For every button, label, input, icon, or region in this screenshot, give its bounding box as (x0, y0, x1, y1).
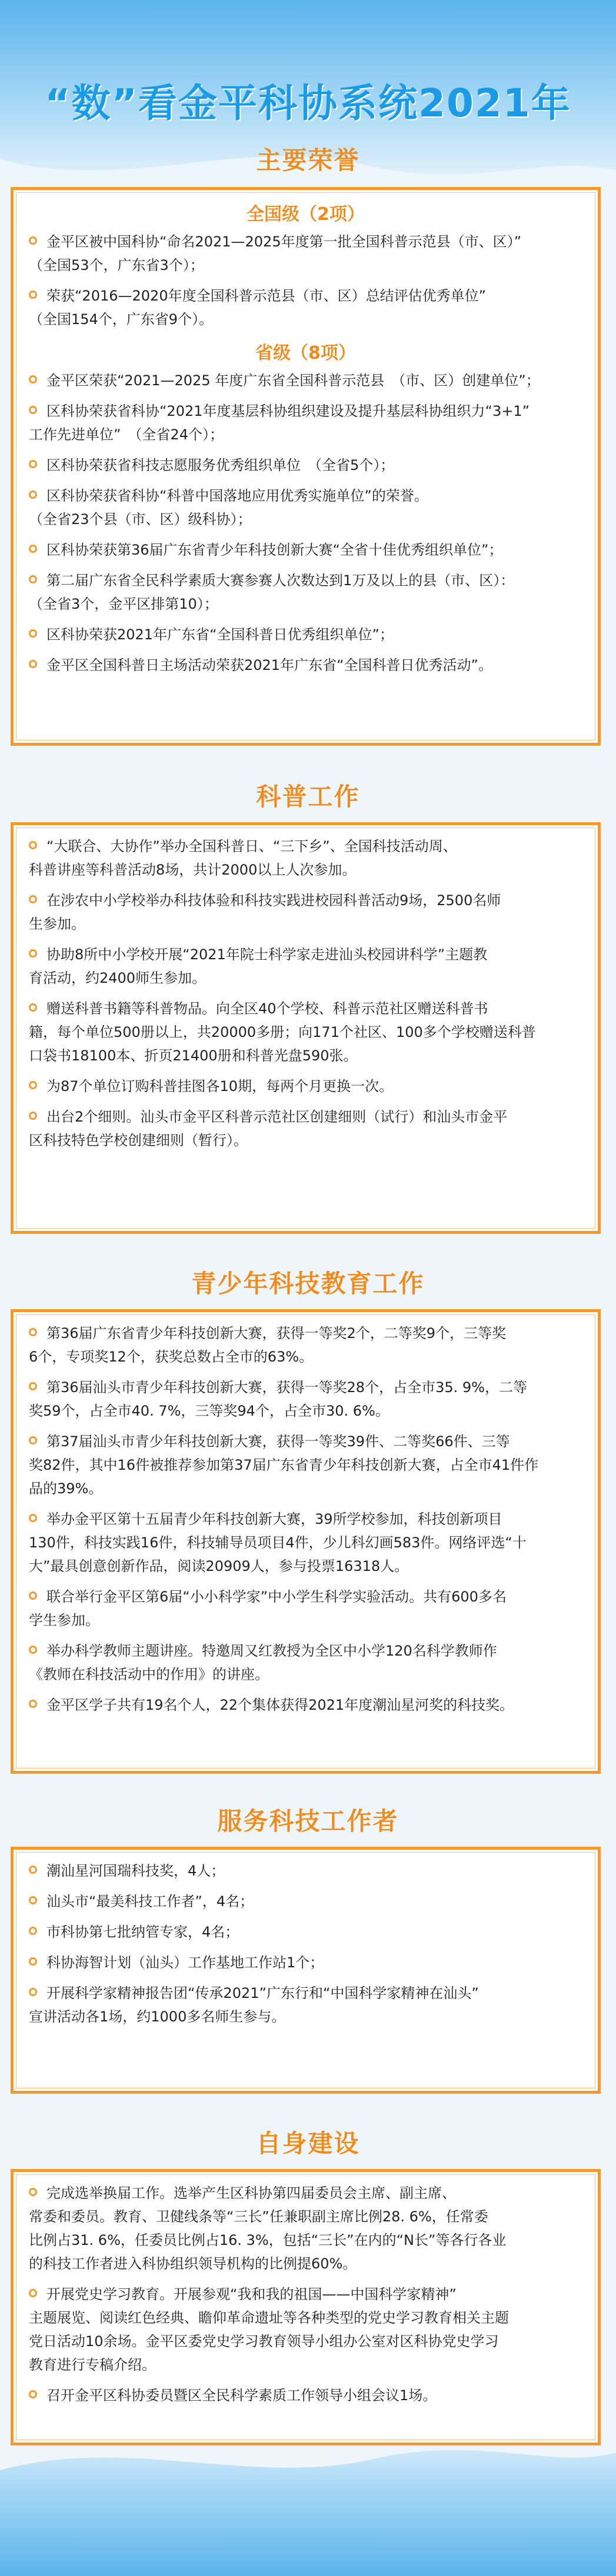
item-text-line: （全国53个，广东省3个）； (29, 257, 204, 273)
list-item (29, 835, 582, 882)
section-box (11, 1309, 601, 1774)
list-item (29, 1920, 582, 1944)
item-text-line: 荣获“2016—2020年度全国科普示范县（市、区）总结评估优秀单位” (46, 288, 487, 304)
bullet-icon (29, 1382, 37, 1390)
item-text-line: 育活动，约2400师生参加。 (29, 970, 207, 986)
bullet-icon (29, 949, 37, 957)
item-text-line: 区科协荣获省科协“2021年度基层科协组织建设及提升基层科协组织力“3+1” (46, 403, 530, 419)
item-text-line: 为87个单位订购科普挂图各10期，每两个月更换一次。 (46, 1078, 394, 1095)
list-item (29, 943, 582, 990)
bullet-icon (29, 2390, 37, 2398)
list-item (29, 653, 582, 677)
bullet-icon (29, 1591, 37, 1600)
bullet-icon (29, 575, 37, 583)
list-item (29, 569, 582, 616)
list-item (29, 538, 582, 562)
item-text-line: 召开金平区科协委员暨区全民科学素质工作领导小组会议1场。 (46, 2387, 437, 2404)
bullet-icon (29, 841, 37, 849)
item-text-line: 奖59个，占全市40. 7%，三等奖94个，占全市30. 6%。 (29, 1403, 389, 1419)
item-text-line: 在涉农中小学校举办科技体验和科技实践进校园科普活动9场，2500名师 (46, 892, 501, 909)
item-text-line: 第36届广东省青少年科技创新大赛，获得一等奖2个，二等奖9个，三等奖 (46, 1325, 507, 1342)
item-text-line: 金平区学子共有19名个人，22个集体获得2021年度潮汕星河奖的科技奖。 (46, 1697, 514, 1713)
item-text-line: 常委和委员。教育、卫健线条等“三长”任兼职副主席比例28. 6%，任常委 (29, 2208, 488, 2225)
section-heading: 青少年科技教育工作 (191, 1269, 425, 1298)
item-text-line: 区科协荣获2021年广东省“全国科普日优秀组织单位”； (46, 626, 394, 643)
bullet-icon (29, 1646, 37, 1654)
section-heading: 主要荣誉 (256, 146, 360, 175)
item-text-line: 6个，专项奖12个，获奖总数占全市的63%。 (29, 1349, 314, 1365)
item-text-line: 举办金平区第十五届青少年科技创新大赛，39所学校参加，科技创新项目 (46, 1511, 502, 1527)
section-box (11, 1847, 601, 2094)
item-text-line: 口袋书18100本、折页21400册和科普光盘590张。 (29, 1047, 358, 1064)
bullet-icon (29, 629, 37, 638)
bullet-icon (29, 1081, 37, 1089)
list-item (29, 623, 582, 646)
section-heading: 服务科技工作者 (217, 1807, 399, 1836)
item-text-line: 汕头市“最美科技工作者”，4名； (46, 1893, 254, 1910)
item-text-line: 党日活动10余场。金平区委党史学习教育领导小组办公室对区科协党史学习 (29, 2333, 499, 2350)
item-text-line: 金平区被中国科协“命名2021—2025年度第一批全国科普示范县（市、区）” (46, 233, 522, 250)
bullet-icon (29, 1957, 37, 1966)
page-title: “数”看金平科协系统2021年 (45, 81, 571, 126)
bullet-icon (29, 1896, 37, 1904)
item-text-line: （全省23个县（市、区）级科协）； (29, 511, 252, 528)
item-text-line: 《教师在科技活动中的作用》的讲座。 (29, 1666, 269, 1683)
item-text-line: “大联合、大协作”举办全国科普日、“三下乡”、全国科技活动周、 (46, 838, 457, 855)
item-text-line: 区科协荣获省科协“科普中国落地应用优秀实施单位”的荣誉。 (46, 488, 428, 504)
list-item (29, 1890, 582, 1913)
list-item (29, 889, 582, 936)
item-text-line: 生参加。 (29, 916, 85, 932)
list-item (29, 284, 582, 331)
item-text-line: 大”最具创意创新作品，阅读20909人，参与投票16318人。 (29, 1558, 409, 1574)
item-text-line: 第二届广东省全民科学素质大赛参赛人次数达到1万及以上的县（市、区）： (46, 572, 515, 589)
item-text-line: 开展党史学习教育。开展参观“我和我的祖国——中国科学家精神” (46, 2286, 457, 2303)
item-text-line: 工作先进单位” （全省24个）； (29, 426, 224, 443)
list-item (29, 399, 582, 446)
item-text-line: 学生参加。 (29, 1612, 99, 1629)
item-text-line: 金平区荣获“2021—2025 年度广东省全国科普示范县 （市、区）创建单位”； (46, 372, 540, 389)
list-item (29, 1951, 582, 1974)
item-text-line: 举办科学教师主题讲座。特邀周又红教授为全区中小学120名科学教师作 (46, 1643, 497, 1659)
section-heading: 自身建设 (256, 2129, 360, 2158)
item-text-line: 区科协荣获第36届广东省青少年科技创新大赛“全省十佳优秀组织单位”； (46, 542, 503, 558)
list-item (29, 1585, 582, 1632)
item-text-line: 开展科学家精神报告团“传承2021”广东行和“中国科学家精神在汕头” (46, 1985, 479, 2001)
item-text-line: 金平区全国科普日主场活动荣获2021年广东省“全国科普日优秀活动”。 (46, 657, 492, 673)
item-text-line: 市科协第七批纳管专家，4名； (46, 1924, 239, 1940)
bullet-icon (29, 1700, 37, 1708)
list-item (29, 1507, 582, 1578)
item-text-line: 宣讲活动各1场，约1000多名师生参与。 (29, 2008, 286, 2025)
section-heading: 科普工作 (256, 782, 360, 811)
item-text-line: 协助8所中小学校开展“2021年院士科学家走进汕头校园讲科学”主题教 (46, 946, 488, 963)
item-text-line: 科协海智计划（汕头）工作基地工作站1个； (46, 1954, 324, 1971)
list-item (29, 997, 582, 1067)
group-subheading: 全国级（2项） (247, 204, 365, 225)
list-item (29, 230, 582, 277)
bullet-icon (29, 545, 37, 553)
item-text-line: 科普讲座等科普活动8场，共计2000以上人次参加。 (29, 862, 357, 878)
list-item (29, 453, 582, 477)
list-item (29, 1376, 582, 1423)
bullet-icon (29, 2188, 37, 2196)
bullet-icon (29, 1866, 37, 1874)
bullet-icon (29, 2289, 37, 2297)
item-text-line: 主题展览、阅读红色经典、瞻仰革命遗址等各种类型的党史学习教育相关主题 (29, 2310, 509, 2326)
list-item (29, 484, 582, 531)
bullet-icon (29, 291, 37, 299)
item-text-line: 出台2个细则。汕头市金平区科普示范社区创建细则（试行）和汕头市金平 (46, 1109, 508, 1125)
list-item (29, 1693, 582, 1717)
bullet-icon (29, 1003, 37, 1012)
bullet-icon (29, 375, 37, 383)
item-text-line: （全国154个，广东省9个）。 (29, 311, 214, 328)
bullet-icon (29, 660, 37, 668)
list-item (29, 369, 582, 392)
item-text-line: 区科技特色学校创建细则（暂行）。 (29, 1132, 248, 1149)
bullet-icon (29, 460, 37, 468)
group-subheading: 省级（8项） (255, 343, 356, 363)
section-box (11, 2169, 601, 2445)
list-item (29, 2384, 582, 2407)
bullet-icon (29, 1514, 37, 1522)
item-text-line: 比例占31. 6%，任委员比例占16. 3%，包括“三长”在内的“N长”等各行各业 (29, 2232, 507, 2248)
item-text-line: 第36届汕头市青少年科技创新大赛，获得一等奖28个，占全市35. 9%，二等 (46, 1379, 527, 1396)
bullet-icon (29, 406, 37, 414)
bullet-icon (29, 1927, 37, 1935)
item-text-line: 赠送科普书籍等科普物品。向全区40个学校、科普示范社区赠送科普书 (46, 1000, 488, 1017)
bullet-icon (29, 1328, 37, 1336)
bullet-icon (29, 1436, 37, 1444)
bullet-icon (29, 236, 37, 245)
item-text-line: 教育进行专稿介绍。 (29, 2357, 156, 2373)
list-item (29, 2181, 582, 2275)
bullet-icon (29, 1112, 37, 1120)
list-item (29, 1075, 582, 1098)
list-item (29, 1430, 582, 1500)
item-text-line: 的科技工作者进入科协组织领导机构的比例提60%。 (29, 2255, 357, 2272)
item-text-line: 品的39%。 (29, 1480, 103, 1497)
item-text-line: 区科协荣获省科技志愿服务优秀组织单位 （全省5个）； (46, 457, 395, 473)
bullet-icon (29, 1988, 37, 1996)
item-text-line: 第37届汕头市青少年科技创新大赛，获得一等奖39件、二等奖66件、三等 (46, 1433, 510, 1450)
list-item (29, 2283, 582, 2377)
list-item (29, 1639, 582, 1686)
section-box (11, 187, 601, 746)
section-box (11, 822, 601, 1234)
bullet-icon (29, 895, 37, 903)
list-item (29, 1322, 582, 1369)
item-text-line: 奖82件，其中16件被推荐参加第37届广东省青少年科技创新大赛，占全市41件作 (29, 1457, 539, 1473)
item-text-line: 籍，每个单位500册以上，共20000多册；向171个社区、100多个学校赠送科普 (29, 1024, 536, 1040)
bullet-icon (29, 490, 37, 499)
list-item (29, 1859, 582, 1883)
item-text-line: 完成选举换届工作。选举产生区科协第四届委员会主席、副主席、 (46, 2185, 456, 2201)
item-text-line: 130件，科技实践16件，科技辅导员项目4件，少儿科幻画583件。网络评选“十 (29, 1534, 527, 1551)
list-item (29, 1105, 582, 1152)
item-text-line: （全省3个，金平区排第10）； (29, 596, 218, 612)
list-item (29, 1981, 582, 2028)
item-text-line: 联合举行金平区第6届“小小科学家”中小学生科学实验活动。共有600多名 (46, 1589, 507, 1605)
item-text-line: 潮汕星河国瑞科技奖，4人； (46, 1863, 225, 1879)
